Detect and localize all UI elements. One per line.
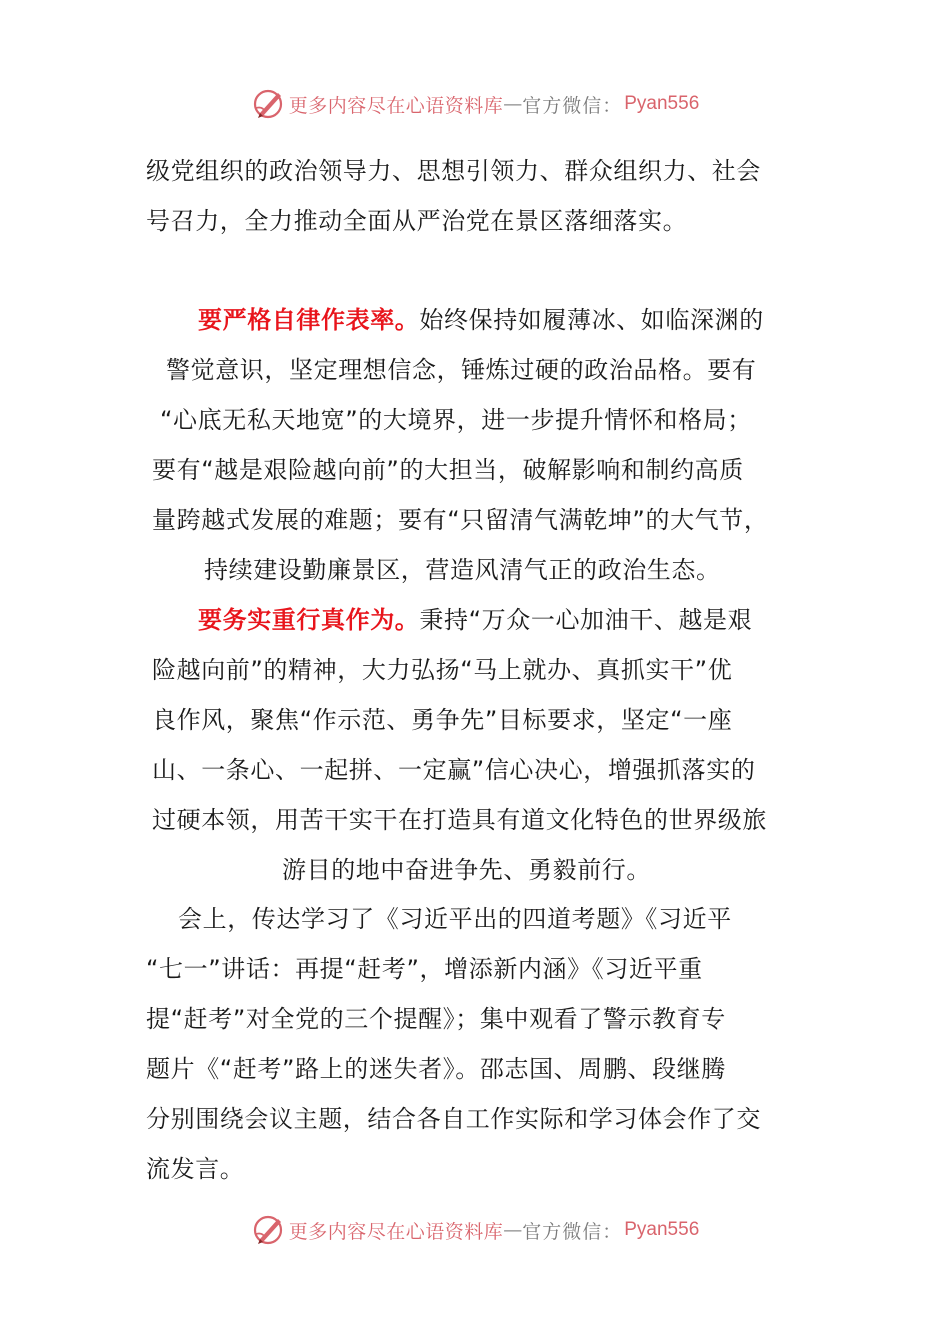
- text-line: 题片《“赶考”路上的迷失者》。邵志国、周鹏、段继腾: [146, 1055, 726, 1083]
- section-heading: 要严格自律作表率。: [198, 306, 420, 334]
- text-line: 游目的地中奋进争先、勇毅前行。: [282, 856, 651, 884]
- banner-wechat-label: 官方微信：: [522, 1220, 623, 1243]
- banner-site-text: 更多内容尽在心语资料库: [288, 94, 504, 117]
- text-line: 良作风，聚焦“作示范、勇争先”目标要求，坚定“一座: [152, 706, 733, 734]
- text-line: 秉持“万众一心加油干、越是艰: [419, 606, 753, 634]
- text-line: 会上，传达学习了《习近平出的四道考题》《习近平: [178, 905, 732, 933]
- text-line: 险越向前”的精神，大力弘扬“马上就办、真抓实干”优: [152, 656, 733, 684]
- text-line: 流发言。: [146, 1155, 245, 1183]
- banner-dash: —: [503, 1219, 523, 1241]
- text-line: 警觉意识，坚定理想信念，锤炼过硬的政治品格。要有: [166, 356, 757, 384]
- text-line: 要有“越是艰险越向前”的大担当，破解影响和制约高质: [152, 456, 744, 484]
- text-line: 量跨越式发展的难题；要有“只留清气满乾坤”的大气节，: [152, 506, 769, 534]
- banner-wechat-label: 官方微信：: [522, 94, 623, 117]
- paragraph-first-line: [198, 605, 752, 635]
- text-line: “心底无私天地宽”的大境界，进一步提升情怀和格局；: [160, 406, 752, 434]
- text-line: 提“赶考”对全党的三个提醒》；集中观看了警示教育专: [146, 1005, 726, 1033]
- banner-site-text: 更多内容尽在心语资料库: [288, 1220, 504, 1243]
- text-line: 过硬本领，用苦干实干在打造具有道文化特色的世界级旅: [152, 806, 767, 834]
- text-line: 分别围绕会议主题，结合各自工作实际和学习体会作了交: [146, 1105, 761, 1133]
- banner-wechat-id: Pyan556: [624, 1219, 700, 1240]
- paragraph-first-line: [198, 305, 764, 335]
- text-line: 山、一条心、一起拼、一定赢”信心决心，增强抓落实的: [152, 756, 756, 784]
- banner-dash: —: [503, 93, 523, 115]
- text-line: 级党组织的政治领导力、思想引领力、群众组织力、社会: [146, 157, 761, 185]
- pen-logo-icon: [251, 86, 287, 122]
- text-line: 始终保持如履薄冰、如临深渊的: [419, 306, 764, 334]
- header-banner: [0, 86, 950, 122]
- pen-logo-icon: [251, 1212, 287, 1248]
- text-line: 持续建设勤廉景区，营造风清气正的政治生态。: [204, 556, 721, 584]
- section-heading: 要务实重行真作为。: [198, 606, 420, 634]
- footer-banner: [0, 1212, 950, 1248]
- banner-wechat-id: Pyan556: [624, 93, 700, 114]
- text-line: 号召力，全力推动全面从严治党在景区落细落实。: [146, 207, 688, 235]
- text-line: “七一”讲话：再提“赶考”，增添新内涵》《习近平重: [146, 955, 703, 983]
